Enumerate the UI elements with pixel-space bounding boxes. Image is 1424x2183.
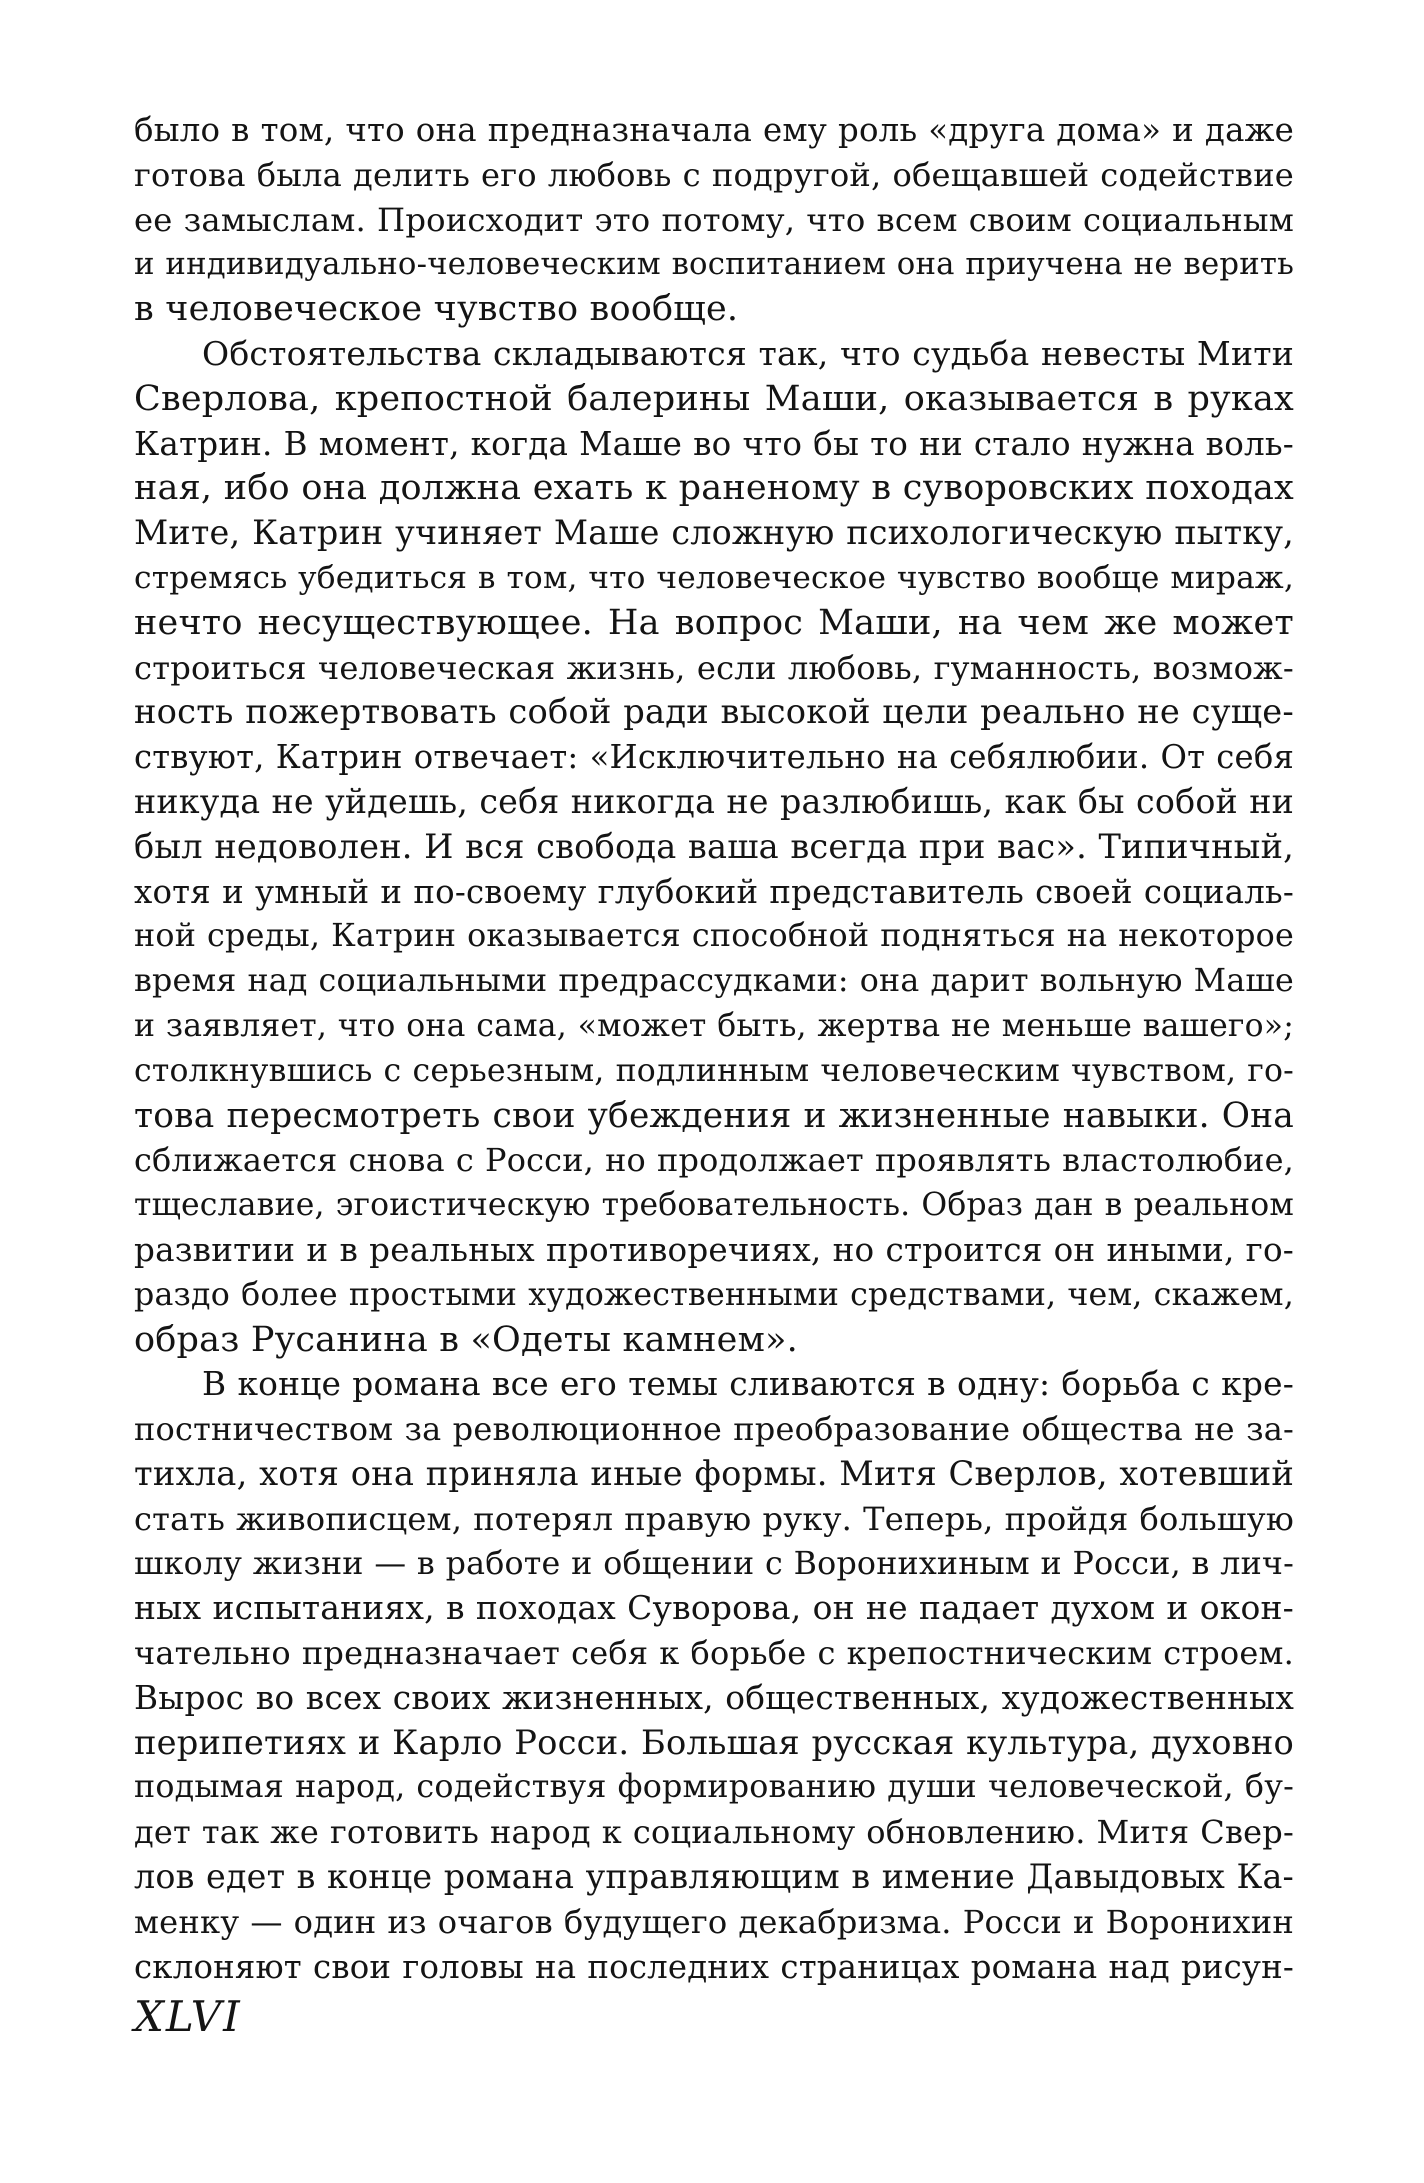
text-line: перипетиях и Карло Росси. Большая русская культура, духовно	[134, 1722, 1294, 1762]
page-number: XLVI	[134, 1992, 242, 2041]
text-line: столкнувшись с серьезным, подлинным человеческим чувством, го-	[134, 1052, 1294, 1089]
text-line: развитии и в реальных противоречиях, но строится он иными, го-	[134, 1230, 1294, 1269]
text-line: никуда не уйдешь, себя никогда не разлюбишь, как бы собой ни	[134, 781, 1294, 821]
text-line: Вырос во всех своих жизненных, общественных, художественных	[134, 1678, 1294, 1717]
text-line: раздо более простыми художественными средствами, чем, скажем,	[134, 1276, 1294, 1313]
text-line: това пересмотреть свои убеждения и жизненные навыки. Она	[134, 1095, 1294, 1136]
text-line: школу жизни — в работе и общении с Воронихиным и Росси, в лич-	[134, 1545, 1294, 1582]
text-line: Катрин. В момент, когда Маше во что бы то ни стало нужна воль-	[134, 424, 1294, 463]
text-line: тихла, хотя она приняла иные формы. Митя Сверлов, хотевший	[134, 1453, 1294, 1493]
text-line: ной среды, Катрин оказывается способной подняться на некоторое	[134, 918, 1294, 955]
text-line: ных испытаниях, в походах Суворова, он не падает духом и окон-	[134, 1588, 1294, 1628]
text-line: Обстоятельства складываются так, что судьба невесты Мити	[202, 333, 1294, 373]
text-line: хотя и умный и по-своему глубокий представитель своей социаль-	[134, 872, 1294, 911]
text-line: дет так же готовить народ к социальному обновлению. Митя Свер-	[134, 1813, 1294, 1852]
text-line: Мите, Катрин учиняет Маше сложную психологическую пытку,	[134, 513, 1294, 553]
text-line: в человеческое чувство вообще.	[134, 289, 739, 330]
text-line: ная, ибо она должна ехать к раненому в суворовских походах	[134, 468, 1294, 509]
text-line: В конце романа все его темы сливаются в одну: борьба с кре-	[202, 1365, 1294, 1404]
text-line: образ Русанина в «Одеты камнем».	[134, 1319, 798, 1360]
text-line: строиться человеческая жизнь, если любовь, гуманность, возмож-	[134, 648, 1294, 687]
text-line: лов едет в конце романа управляющим в имение Давыдовых Ка-	[134, 1857, 1294, 1897]
text-line: нечто несуществующее. На вопрос Маши, на чем же может	[134, 602, 1294, 643]
text-line: и индивидуально-человеческим воспитанием она приучена не верить	[134, 246, 1294, 283]
text-line: готова была делить его любовь с подругой, обещавшей содействие	[134, 155, 1294, 194]
text-line: ствуют, Катрин отвечает: «Исключительно на себялюбии. От себя	[134, 738, 1294, 777]
text-line: стать живописцем, потерял правую руку. Теперь, пройдя большую	[134, 1499, 1294, 1538]
text-line: чательно предназначает себя к борьбе с крепостническим строем.	[134, 1634, 1294, 1673]
text-line: склоняют свои головы на последних страницах романа над рисун-	[134, 1947, 1294, 1986]
text-line: время над социальными предрассудками: она дарит вольную Маше	[134, 963, 1294, 1000]
text-line: был недоволен. И вся свобода ваша всегда при вас». Типичный,	[134, 826, 1294, 866]
text-line: постничеством за революционное преобразование общества не за-	[134, 1410, 1294, 1449]
text-line: стремясь убедиться в том, что человеческое чувство вообще мираж,	[134, 559, 1294, 596]
text-line: ность пожертвовать собой ради высокой цели реально не суще-	[134, 692, 1294, 732]
text-line: ее замыслам. Происходит это потому, что всем своим социальным	[134, 200, 1294, 239]
body-text	[134, 108, 1294, 1989]
text-line: было в том, что она предназначала ему роль «друга дома» и даже	[134, 111, 1294, 149]
text-line: Сверлова, крепостной балерины Маши, оказывается в руках	[134, 378, 1294, 419]
text-line: и заявляет, что она сама, «может быть, жертва не меньше вашего»;	[134, 1007, 1294, 1044]
text-line: тщеславие, эгоистическую требовательность. Образ дан в реальном	[134, 1187, 1294, 1224]
text-line: менку — один из очагов будущего декабризма. Росси и Воронихин	[134, 1902, 1294, 1941]
text-line: сближается снова с Росси, но продолжает проявлять властолюбие,	[134, 1141, 1294, 1180]
text-line: подымая народ, содействуя формированию души человеческой, бу-	[134, 1769, 1294, 1806]
